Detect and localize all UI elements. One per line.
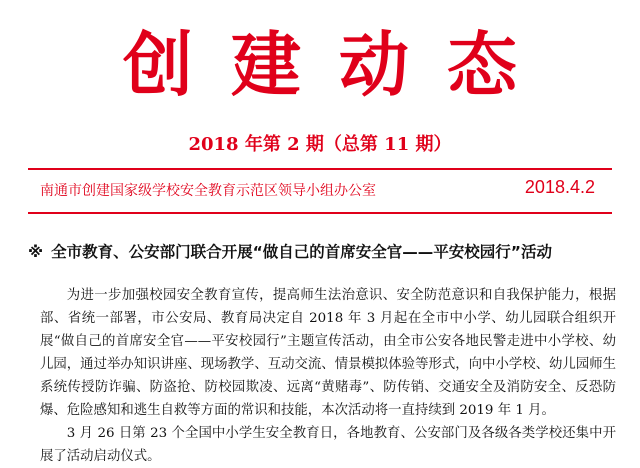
- reference-mark-icon: ※: [28, 243, 44, 261]
- masthead-title: 创建动态: [123, 23, 555, 106]
- article-title: 全市教育、公安部门联合开展“做自己的首席安全官——平安校园行”活动: [51, 243, 552, 261]
- issuing-office: 南通市创建国家级学校安全教育示范区领导小组办公室: [40, 183, 376, 199]
- header-divider-top: [28, 168, 612, 170]
- article-paragraph: 为进一步加强校园安全教育宣传，提高师生法治意识、安全防范意识和自我保护能力，根据部、省统一部署，市公安局、教育局决定自 2018 年 3 月起在全市中小学、幼儿园联合组织开展“做自己的首席安全官——平安校园行”主题宣传活动，由全市公安各地民警走进中小学校、幼儿园，通过举办知识讲座、现场教学、互动交流、情景模拟体验等形式，向中小学校、幼儿园师生系统传授防诈骗、防盗抢、防校园欺凌、远离“黄赌毒”、防传销、交通安全及消防安全、反恐防爆、危险感知和逃生自救等方面的常识和技能，本次活动将一直持续到 2019 年 1 月。: [40, 288, 616, 418]
- issue-number: 2018 年第 2 期（总第 11 期）: [188, 134, 452, 155]
- article-paragraph: 3 月 26 日第 23 个全国中小学生安全教育日，各地教育、公安部门及各级各类学校还集中开展了活动启动仪式。: [40, 426, 616, 464]
- issue-date: 2018.4.2: [524, 177, 595, 197]
- header-divider-bottom: [28, 212, 612, 214]
- article-body: [40, 284, 616, 468]
- article-headline: [28, 240, 618, 262]
